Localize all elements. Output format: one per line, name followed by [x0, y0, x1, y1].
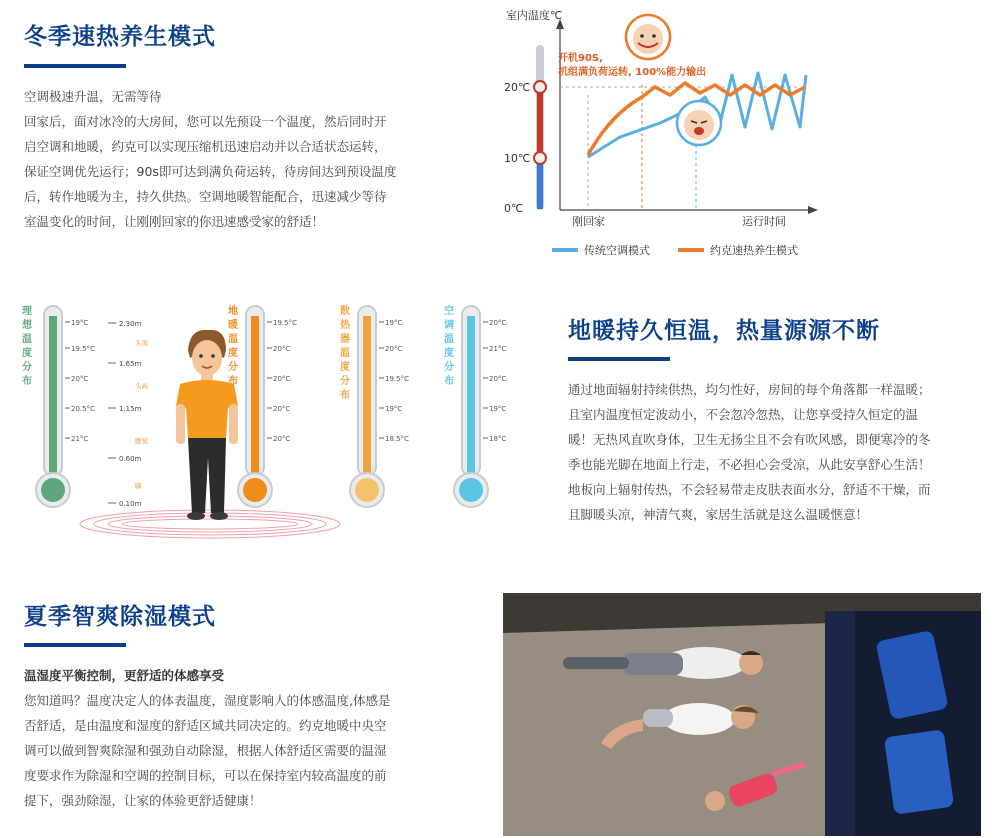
ideal-tick: 20°C — [71, 375, 89, 383]
summer-title: 夏季智爽除湿模式 — [24, 604, 216, 630]
ideal-tick: 19°C — [71, 319, 89, 327]
winter-line: 室温变化的时间，让刚刚回家的你迅速感受家的舒适！ — [24, 214, 325, 229]
radiator-tick: 19°C — [385, 405, 403, 413]
ideal-tick: 20.5°C — [71, 405, 95, 413]
height-tick: 0.10m — [119, 500, 142, 508]
height-tick: 0.60m — [119, 455, 142, 463]
radiator-thermometer — [339, 304, 409, 507]
winter-line: 启空调和地暖，约克可以实现压缩机迅速启动并以合适状态运转， — [24, 139, 387, 154]
winter-paragraph — [24, 84, 464, 234]
x-axis-arrow — [808, 206, 818, 214]
ideal-label: 理想温度分布 — [22, 306, 32, 387]
aircon-thermometer — [444, 304, 506, 507]
summer-line: 否舒适，是由温度和湿度的舒适区域共同决定的。约克地暖中央空 — [24, 718, 387, 733]
floorheat-label: 地暖温度分布 — [228, 306, 238, 387]
floor-line: 且脚暖头凉，神清气爽，家居生活就是这么温暖惬意！ — [568, 507, 869, 522]
winter-line: 空调极速升温，无需等待 — [24, 89, 162, 104]
radiator-label: 散热器温度分布 — [340, 306, 350, 401]
annotation-line2: 机组满负荷运转, 100%能力输出 — [558, 67, 707, 78]
summer-title-underline — [24, 643, 126, 647]
summer-line: 调可以做到智爽除湿和强劲自动除湿，根据人体舒适区需要的温湿 — [24, 743, 387, 758]
aircon-tick: 21°C — [489, 345, 507, 353]
winter-line: 后，转作地暖为主，持久供热。空调地暖智能配合，迅速减少等待 — [24, 189, 387, 204]
summer-line: 提下，强劲除湿，让家的体验更舒适健康！ — [24, 793, 262, 808]
floor-heat-rings — [80, 510, 340, 538]
thermometer-blue — [537, 165, 543, 209]
ideal-thermometer — [22, 305, 95, 507]
summer-line: 您知道吗？温度决定人的体表温度，湿度影响人的体感温度,体感是 — [24, 693, 391, 708]
floorheat-tick: 20°C — [273, 345, 291, 353]
winter-line: 回家后，面对冰冷的大房间，您可以先预设一个温度，然后同时开 — [24, 114, 387, 129]
ideal-tick: 21°C — [71, 435, 89, 443]
x-label-runtime: 运行时间 — [742, 215, 786, 228]
heating-graph — [500, 5, 820, 267]
floor-line: 地板向上辐射传热，不会轻易带走皮肤表面水分，舒适不干燥，而 — [568, 482, 931, 497]
floor-line: 暖！无热风直吹身体，卫生无扬尘且不会有吹风感，即便寒冷的冬 — [568, 432, 931, 447]
y-tick-0: 0℃ — [504, 202, 524, 215]
floor-line: 季也能光脚在地面上行走，不必担心会受凉，从此安享舒心生活！ — [568, 457, 931, 472]
aircon-tick: 20°C — [489, 319, 507, 327]
legend-traditional: 传统空调模式 — [584, 244, 650, 257]
aircon-tick: 20°C — [489, 375, 507, 383]
radiator-tick: 20°C — [385, 345, 403, 353]
floor-line: 通过地面辐射持续供热，均匀性好，房间的每个角落都一样温暖； — [568, 382, 931, 397]
aircon-tick: 19°C — [489, 405, 507, 413]
height-tick: 1.65m — [119, 360, 142, 368]
radiator-tick: 19°C — [385, 319, 403, 327]
floorheat-tick: 20°C — [273, 405, 291, 413]
floor-paragraph — [568, 377, 988, 527]
summer-subtitle: 温湿度平衡控制，更舒适的体感享受 — [24, 668, 225, 683]
annotation-line1: 开机90S, — [558, 53, 603, 64]
floorheat-tick: 19.5°C — [273, 319, 297, 327]
floorheat-tick: 20°C — [273, 435, 291, 443]
floor-title: 地暖持久恒温，热量源源不断 — [568, 318, 880, 344]
height-tick: 2.30m — [119, 320, 142, 328]
temperature-distribution-figure — [20, 298, 520, 548]
floor-line: 且室内温度恒定波动小，不会忽冷忽热，让您享受持久恒定的温 — [568, 407, 919, 422]
body-part-label: 头高 — [135, 382, 148, 390]
floorheat-thermometer — [228, 304, 297, 507]
aircon-tick: 18°C — [489, 435, 507, 443]
y-tick-10: 10℃ — [504, 152, 531, 165]
winter-title: 冬季速热养生模式 — [24, 24, 216, 50]
winter-line: 保证空调优先运行；90s即可达到满负荷运转，待房间达到预设温度 — [24, 164, 397, 179]
body-part-label: 腰觉 — [135, 437, 148, 445]
legend-york: 约克速热养生模式 — [710, 244, 798, 257]
y-tick-20: 20℃ — [504, 81, 531, 94]
height-tick: 1.15m — [119, 405, 142, 413]
winter-title-underline — [24, 64, 126, 68]
aircon-label: 空调温度分布 — [444, 306, 454, 387]
x-label-return: 刚回家 — [572, 215, 605, 228]
floorheat-tick: 20°C — [273, 375, 291, 383]
ideal-tick: 19.5°C — [71, 345, 95, 353]
y-axis-title: 室内温度℃ — [506, 9, 563, 22]
summer-line: 度要求作为除湿和空调的控制目标，可以在保持室内较高温度的前 — [24, 768, 387, 783]
radiator-tick: 19.5°C — [385, 375, 409, 383]
body-part-label: 脚 — [135, 482, 142, 490]
thermo-knob-10 — [534, 152, 546, 164]
thermo-knob-20 — [534, 81, 546, 93]
height-scale — [108, 320, 149, 508]
summer-paragraph — [24, 663, 464, 813]
radiator-tick: 18.5°C — [385, 435, 409, 443]
body-part-label: 头顶 — [135, 339, 148, 347]
crying-baby-icon — [677, 101, 721, 145]
happy-baby-icon — [626, 15, 670, 59]
floor-title-underline — [568, 357, 670, 361]
family-on-floor-photo — [503, 593, 981, 836]
